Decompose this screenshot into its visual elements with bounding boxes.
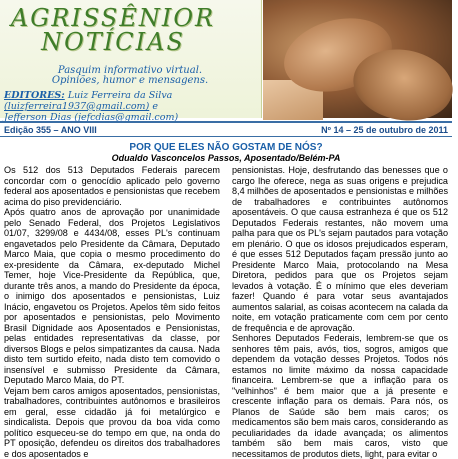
masthead-photo-hands [263, 0, 452, 118]
article-column-left [4, 165, 220, 452]
paragraph: Vejam bem caros amigos aposentados, pensionistas, trabalhadores, contribuintes autônomos e brasileiros em geral, esse cidadão já foi metalúrgico e sindicalista. Depois que provou da boa vida como político esqueceu-se do tempo em que, na onda do PT oposição, defendeu os direitos dos trabalhadores e dos aposentados e [4, 386, 220, 459]
paragraph: Os 512 dos 513 Deputados Federais parecem concordar com o genocídio aplicado pelo governo federal aos aposentados e pensionistas que recebem acima do piso previdenciário. [4, 165, 220, 207]
editor2-name: Jefferson Dias [4, 112, 71, 123]
paragraph: pensionistas. Hoje, desfrutando das benesses que o cargo lhe oferece, nega as suas origens e prejudica 8,4 milhões de aposentados e pensionistas e milhões de trabalhadores e contribuintes autônomos aposentáveis. O que causa estranheza é que os 512 Deputados Federais restantes, não movem uma palha para que os PL's sejam pautados para votação em plenário. O que os idosos prejudicados esperam, é que esses 512 Deputados façam pressão junto ao Presidente Marco Maia, protocolando na Mesa Diretora, pedidos para que os Projetos sejam levados à votação. É o mínimo que eles deveriam fazer! Quando é para votar seus avantajados aumentos salarial, as coisas acontecem na calada da noite, em votação praticamente com cem por cento de frequência e de aprovação. [232, 165, 448, 333]
tagline [4, 66, 256, 86]
editor1-email-link[interactable]: (luizferreira1937@gmail.com) [4, 101, 149, 112]
title-line-1: AGRISSÊNIOR [10, 6, 216, 30]
paragraph: Senhores Deputados Federais, lembrem-se que os senhores têm pais, avós, tios, sogros, amigos que dependem da votação desses Projetos. Todos nós estamos no limite máximo da nossa capacidade financeira. Lembrem-se que a inflação para os "velhinhos" é bem maior que a já presente e crescente inflação para os demais. Para nós, os Planos de Saúde são bem mais caros; os medicamentos são bem mais caros, considerando as peculiaridades da idade avançada; os alimentos também são bem mais caros, visto que necessitamos de produtos diets, light, para evitar o [232, 333, 448, 459]
edition-bar [0, 121, 452, 137]
masthead-title-panel [0, 0, 262, 118]
newsletter-title [10, 6, 216, 66]
editor2-email-link[interactable]: (jefcdias@gmail.com) [74, 112, 178, 123]
article-headline: POR QUE ELES NÃO GOSTAM DE NÓS? [0, 142, 452, 153]
paragraph: Após quatro anos de aprovação por unanimidade pelo Senado Federal, dos Projetos Legislativos 01/07, 3299/08 e 4434/08, esses PL's continuam engavetados pelo Presidente da Câmara, Deputado Marco Maia, que copia o mesmo procedimento do ex-presidente da Câmara, ex-deputado Michel Temer, hoje Vice-Presidente da República, que, durante três anos, a mando do Presidente da época, o inimigo dos aposentados e pensionistas, Luiz Inácio, engavetou os Projetos. Apelos têm sido feitos por aposentados e pensionistas, pelo Movimento Brasil Dignidade aos Aposentados e Pensionistas, pelas entidades representativas da classe, por diversos Blogs e pelos simpatizantes da causa. Nada disto tem surtido efeito, nada disto tem comovido o insensível e submisso Presidente da Câmara, Deputado Marco Maia, do PT. [4, 207, 220, 386]
tagline-line-1: Pasquim informativo virtual. [4, 66, 256, 76]
article-byline: Odualdo Vasconcelos Passos, Aposentado/Belém-PA [0, 153, 452, 163]
editors-label: EDITORES: [4, 90, 65, 101]
editors-credit [4, 90, 260, 123]
edition-date: Nº 14 – 25 de outubro de 2011 [321, 125, 448, 135]
title-line-2: NOTÍCIAS [10, 30, 216, 54]
tagline-line-2: Opiniões, humor e mensagens. [4, 76, 256, 86]
masthead [0, 0, 452, 118]
article-column-right [232, 165, 448, 452]
editor1-name: Luiz Ferreira da Silva [68, 90, 173, 101]
edition-number: Edição 355 – ANO VIII [4, 125, 97, 135]
editors-conjunction: e [152, 101, 158, 112]
